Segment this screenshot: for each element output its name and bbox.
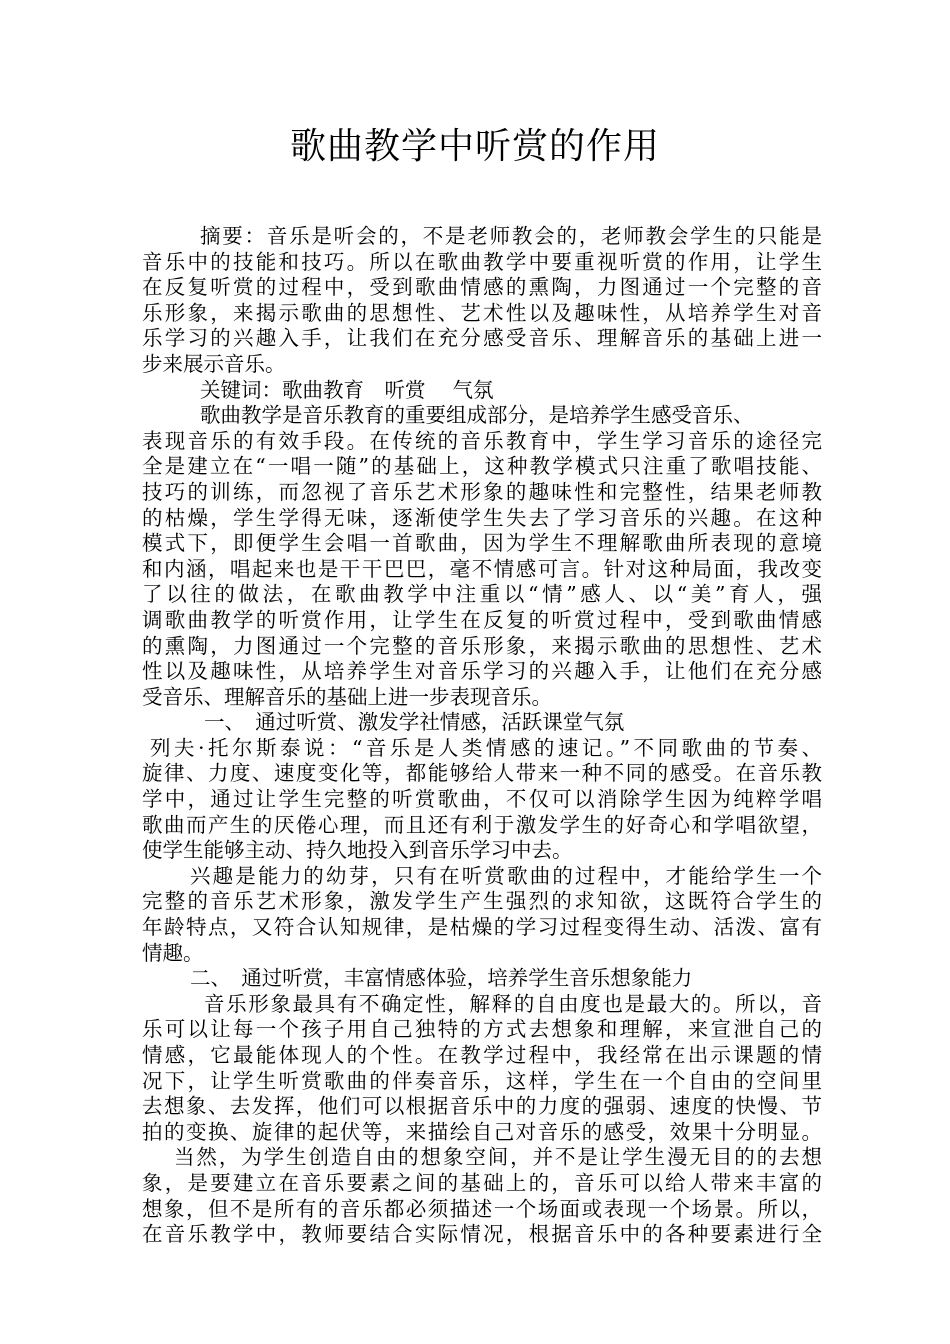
text-line: 使学生能够主动、持久地投入到音乐学习中去。 [142,838,573,863]
text-line: 的熏陶，力图通过一个完整的音乐形象，来揭示歌曲的思想性、艺术 [142,633,822,658]
text-line: 兴趣是能力的幼芽，只有在听赏歌曲的过程中，才能给学生一个 [190,863,822,888]
text-line: 况下，让学生听赏歌曲的伴奏音乐，这样，学生在一个自由的空间里 [142,1068,822,1093]
text-line: 拍的变换、旋律的起伏等，来描绘自己对音乐的感受，效果十分明显。 [142,1119,822,1144]
text-line: 在音乐教学中，教师要结合实际情况，根据音乐中的各种要素进行全 [142,1222,822,1247]
text-line: 和内涵，唱起来也是干干巴巴，毫不情感可言。针对这种局面，我改变 [142,556,822,581]
text-line: 的枯燥，学生学得无味，逐渐使学生失去了学习音乐的兴趣。在这种 [142,505,822,530]
text-line: 学中，通过让学生完整的听赏歌曲，不仅可以消除学生因为纯粹学唱 [142,787,822,812]
text-line: 情趣。 [142,940,204,965]
text-line: 旋律、力度、速度变化等，都能够给人带来一种不同的感受。在音乐教 [142,761,822,786]
text-line: 去想象、去发挥，他们可以根据音乐中的力度的强弱、速度的快慢、节 [142,1094,822,1119]
text-line: 想象，但不是所有的音乐都必须描述一个场面或表现一个场景。所以， [142,1196,822,1221]
text-line: 二、 通过听赏，丰富情感体验，培养学生音乐想象能力 [190,966,693,991]
text-line: 情感，它最能体现人的个性。在教学过程中，我经常在出示课题的情 [142,1043,822,1067]
text-line: 象，是要建立在音乐要素之间的基础上的，音乐可以给人带来丰富的 [142,1170,822,1195]
text-line: 了以往的做法，在歌曲教学中注重以“情”感人、以“美”育人，强 [142,582,822,607]
text-line: 步来展示音乐。 [142,351,286,376]
text-line: 乐可以让每一个孩子用自己独特的方式去想象和理解，来宣泄自己的 [142,1017,822,1042]
document-title: 歌曲教学中听赏的作用 [289,126,660,167]
text-line: 年龄特点，又符合认知规律，是枯燥的学习过程变得生动、活泼、富有 [142,915,822,940]
text-line: 在反复听赏的过程中，受到歌曲情感的熏陶，力图通过一个完整的音 [142,275,822,300]
text-line: 乐学习的兴趣入手，让我们在充分感受音乐、理解音乐的基础上进一 [142,326,822,351]
text-line: 乐形象，来揭示歌曲的思想性、艺术性以及趣味性，从培养学生对音 [142,300,822,325]
text-line: 表现音乐的有效手段。在传统的音乐教育中，学生学习音乐的途径完 [142,428,822,453]
text-line: 歌曲教学是音乐教育的重要组成部分，是培养学生感受音乐、 [200,403,754,428]
text-line: 调歌曲教学的听赏作用，让学生在反复的听赏过程中，受到歌曲情感 [142,607,822,632]
text-line: 歌曲而产生的厌倦心理，而且还有利于激发学生的好奇心和学唱欲望， [142,812,822,837]
text-line: 性以及趣味性，从培养学生对音乐学习的兴趣入手，让他们在充分感 [142,659,822,684]
text-line: 关键词：歌曲教育 听赏 气氛 [200,377,494,402]
text-line: 音乐形象最具有不确定性，解释的自由度也是最大的。所以，音 [204,991,822,1016]
text-line: 模式下，即便学生会唱一首歌曲，因为学生不理解歌曲所表现的意境 [142,531,822,556]
text-line: 当然，为学生创造自由的想象空间，并不是让学生漫无目的的去想 [174,1145,822,1170]
text-line: 受音乐、理解音乐的基础上进一步表现音乐。 [142,684,552,709]
text-line: 技巧的训练，而忽视了音乐艺术形象的趣味性和完整性，结果老师教 [142,479,822,504]
document-body [142,224,822,1248]
text-line: 音乐中的技能和技巧。所以在歌曲教学中要重视听赏的作用，让学生 [142,249,822,274]
text-line: 全是建立在“一唱一随”的基础上，这种教学模式只注重了歌唱技能、 [142,454,822,479]
text-line: 一、 通过听赏、激发学社情感，活跃课堂气氛 [204,710,625,735]
text-line: 摘要：音乐是听会的，不是老师教会的，老师教会学生的只能是 [200,224,822,248]
text-line: 完整的音乐艺术形象，激发学生产生强烈的求知欲，这既符合学生的 [142,889,822,914]
text-line: 列夫·托尔斯泰说：“音乐是人类情感的速记。”不同歌曲的节奏、 [150,735,822,760]
